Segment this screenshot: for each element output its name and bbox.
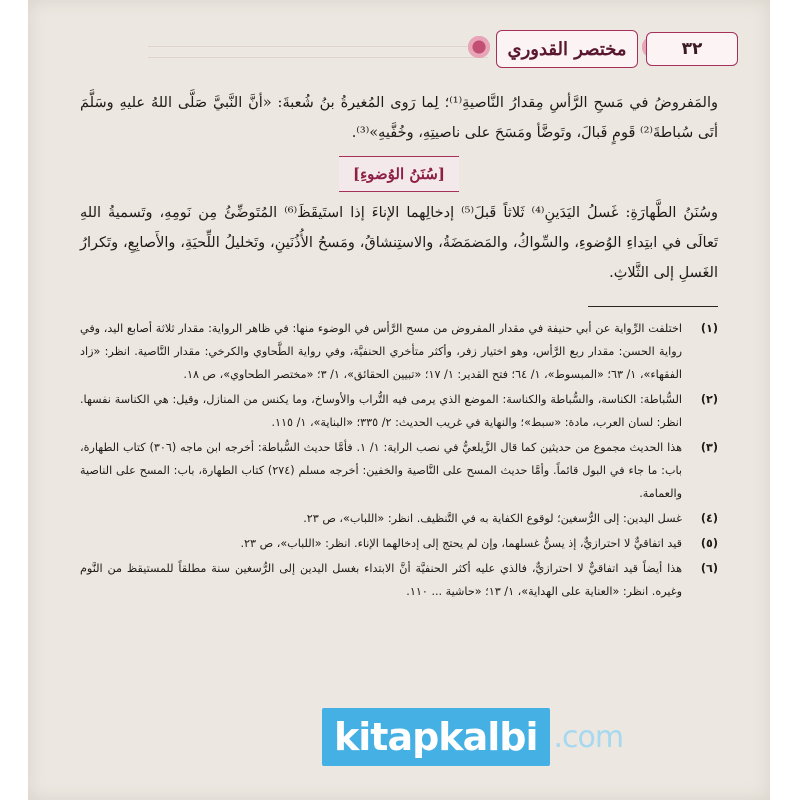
footnote-text: اختلفت الرِّواية عن أبي حنيفة في مقدار المفروض من مسح الرَّأس في الوضوء منها: في ظاهر الرواية: مقدار ثلاثة أصابع اليد، وفي رواية الحسن: مقدار ربع الرَّأس، وهو اختيار زفر، وأكثر متأخري الحنفيَّة، وفي رواية الطَّحاوي والكرخي: مقدار النَّاصية. انظر: «زاد الفقهاء»، ١/ ٦٣؛ «المبسوط»، ١/ ٦٤؛ فتح القدير: ١/ ١٧؛ «تبيين الحقائق»، ١/ ٣؛ «مختصر الطحاوي»، ص ١٨. — [80, 322, 682, 381]
footnotes — [80, 317, 718, 603]
footnote-text: قيد اتفاقيٌّ لا احترازيٌّ، إذ يسنُّ غسلهما، وإن لم يحتج إلى إدخالهما الإناء. انظر: «اللباب»، ص ٢٣. — [240, 537, 682, 550]
footnote-divider — [588, 306, 718, 307]
watermark-box — [322, 708, 550, 766]
page-number — [646, 32, 738, 66]
book-title — [496, 30, 638, 68]
footnote-number: (٤) — [700, 512, 718, 525]
footnote-number: (٦) — [700, 562, 718, 575]
watermark-domain: .com — [553, 719, 624, 755]
footnote — [80, 388, 718, 434]
footnote-number: (٣) — [700, 441, 718, 454]
page-number-text: ٣٢ — [681, 39, 703, 59]
section-heading — [80, 156, 718, 192]
main-text — [80, 88, 718, 288]
main-paragraph: وسُنَنُ الطَّهارَةِ: غَسلُ اليَدَينِ⁽⁴⁾ ثَلاثاً قَبلَ⁽⁵⁾ إدخالِهما الإناءَ إذا استَيقَظَ⁽⁶⁾ المُتَوضِّئُ مِن نَومِهِ، وتَسميةُ اللهِ تَعالَى في ابتِداءِ الوُضوءِ، والسِّواكُ، والمَضمَضَةُ، والاستِنشاقُ، ومَسحُ الأُذُنَينِ، وتَخليلُ اللِّحيَةِ، والأَصابِعِ، وتَكرارُ الغَسلِ إلى الثَّلاثِ. — [80, 205, 718, 281]
watermark-text: lbi — [487, 715, 538, 759]
footnote — [80, 436, 718, 505]
footnote-text: هذا الحديث مجموع من حديثين كما قال الزَّيلعيُّ في نصب الراية: ١/ ١. فأمَّا حديث السُّباطة: أخرجه ابن ماجه (٣٠٦) كتاب الطهارة، باب: ما جاء في البول قائماً. وأمَّا حديث المسح على النَّاصية والخفين: أخرجه مسلم (٢٧٤) كتاب الطهارة، باب: المسح على الناصية والعمامة. — [80, 441, 683, 500]
rose-ornament-icon — [466, 34, 492, 60]
page-header — [148, 30, 738, 70]
footnote-number: (١) — [700, 322, 718, 335]
main-paragraph: والمَفروضُ في مَسحِ الرَّأسِ مِقدارُ النَّاصيةِ⁽¹⁾؛ لِما رَوى المُغيرةُ بنُ شُعبةَ: «أنَّ النَّبيَّ صَلَّى اللهُ عليهِ وسَلَّمَ أتَى سُباطةَ⁽²⁾ قَومٍ فَبالَ، وتَوضَّأ ومَسَحَ على ناصيتِهِ، وخُفَّيهِ»⁽³⁾. — [80, 95, 718, 141]
footnote — [80, 557, 718, 603]
watermark-logo — [322, 708, 623, 766]
watermark-text: kitapk — [334, 715, 463, 759]
footnote — [80, 507, 718, 530]
footnote-number: (٥) — [700, 537, 718, 550]
book-page — [28, 0, 770, 800]
footnote-text: السُّباطة: الكناسة، والسُّباطة والكناسة: الموضع الذي يرمى فيه التُّراب والأوساخ، وما يكنس من المنازل، وقيل: هي الكناسة نفسها. انظر: لسان العرب، مادة: «سبط»؛ والنهاية في غريب الحديث: ٢/ ٣٣٥؛ «البناية»، ١/ ١١٥. — [80, 393, 682, 429]
page-content — [80, 88, 718, 605]
book-title-text: مختصر القدوري — [507, 38, 627, 60]
watermark-text: a — [462, 715, 488, 759]
header-ornament-line — [148, 46, 488, 58]
section-title: [سُنَنُ الوُضوءِ] — [339, 156, 459, 192]
footnote-number: (٢) — [700, 393, 718, 406]
footnote — [80, 317, 718, 386]
footnote-text: غسل اليدين: إلى الرُّسغين؛ لوقوع الكفاية به في التَّنظيف. انظر: «اللباب»، ص ٢٣. — [303, 512, 682, 525]
footnote — [80, 532, 718, 555]
footnote-text: هذا أيضاً قيد اتفاقيٌّ لا احترازيٌّ، فالذي عليه أكثر الحنفيَّة أنَّ الابتداء بغسل اليدين إلى الرُّسغين سنة مطلقاً للمستيقظ من النَّوم وغيره. انظر: «العناية على الهداية»، ١/ ١٣؛ «حاشية ... ١١٠. — [80, 562, 682, 598]
